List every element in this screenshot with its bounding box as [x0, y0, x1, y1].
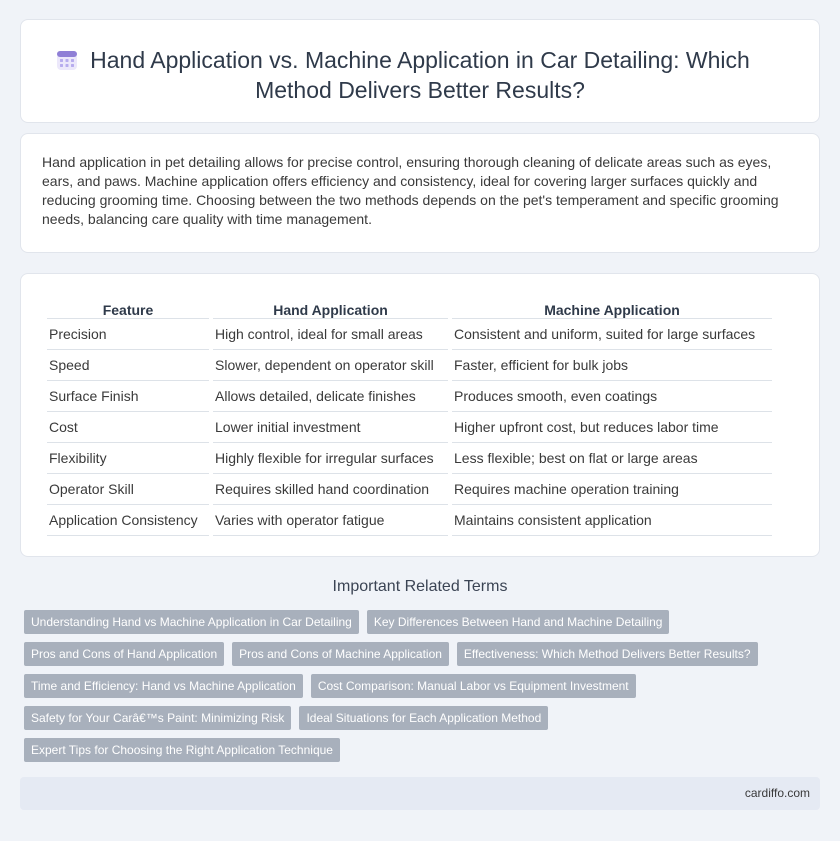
table-row: [47, 474, 772, 505]
related-term-tag[interactable]: Pros and Cons of Machine Application: [232, 642, 449, 666]
related-terms-row: [24, 642, 804, 666]
table-header-row: [47, 297, 772, 319]
column-header: Hand Application: [213, 297, 448, 319]
table-cell: Surface Finish: [47, 381, 209, 412]
page-title-line-1: Hand Application vs. Machine Application in Car Detailing: Which: [90, 47, 750, 73]
title-card: [20, 19, 820, 123]
table-cell: Highly flexible for irregular surfaces: [213, 443, 448, 474]
table-cell: Speed: [47, 350, 209, 381]
table-cell: Maintains consistent application: [452, 505, 772, 536]
table-cell: Higher upfront cost, but reduces labor time: [452, 412, 772, 443]
column-header: Feature: [47, 297, 209, 319]
related-terms-row: [24, 610, 804, 634]
table-cell: Requires skilled hand coordination: [213, 474, 448, 505]
related-term-tag[interactable]: Cost Comparison: Manual Labor vs Equipment Investment: [311, 674, 636, 698]
table-cell: Precision: [47, 319, 209, 350]
related-terms-list: [24, 610, 804, 770]
footer: [20, 777, 820, 810]
related-terms-row: [24, 674, 804, 698]
table-cell: Requires machine operation training: [452, 474, 772, 505]
page-title: [21, 45, 819, 105]
related-term-tag[interactable]: Understanding Hand vs Machine Application in Car Detailing: [24, 610, 359, 634]
related-term-tag[interactable]: Key Differences Between Hand and Machine Detailing: [367, 610, 670, 634]
column-header: Machine Application: [452, 297, 772, 319]
related-term-tag[interactable]: Ideal Situations for Each Application Method: [299, 706, 548, 730]
page-title-line-2: Method Delivers Better Results?: [255, 77, 585, 103]
table-row: [47, 412, 772, 443]
table-cell: Faster, efficient for bulk jobs: [452, 350, 772, 381]
table-cell: Cost: [47, 412, 209, 443]
table-cell: Produces smooth, even coatings: [452, 381, 772, 412]
intro-card: [20, 133, 820, 253]
table-cell: Application Consistency: [47, 505, 209, 536]
related-term-tag[interactable]: Time and Efficiency: Hand vs Machine Application: [24, 674, 303, 698]
footer-site: cardiffo.com: [744, 786, 810, 800]
related-terms-heading: Important Related Terms: [332, 578, 508, 595]
table-cell: Lower initial investment: [213, 412, 448, 443]
table-cell: Allows detailed, delicate finishes: [213, 381, 448, 412]
table-cell: Slower, dependent on operator skill: [213, 350, 448, 381]
comparison-card: [20, 273, 820, 557]
table-cell: Flexibility: [47, 443, 209, 474]
table-cell: Less flexible; best on flat or large areas: [452, 443, 772, 474]
comparison-table: [43, 297, 776, 536]
related-terms-row: [24, 706, 804, 730]
related-term-tag[interactable]: Safety for Your Carâ€™s Paint: Minimizing Risk: [24, 706, 291, 730]
intro-paragraph: Hand application in pet detailing allows for precise control, ensuring thorough cleaning of delicate areas such as eyes, ears, and paws. Machine application offers efficiency and consistency, ideal for covering larger surfaces quickly and reducing grooming time. Choosing between the two methods depends on the pet's temperament and specific grooming needs, balancing care quality with time management.: [42, 154, 779, 227]
table-row: [47, 443, 772, 474]
table-row: [47, 505, 772, 536]
related-terms-row: [24, 738, 804, 762]
table-row: [47, 319, 772, 350]
related-term-tag[interactable]: Expert Tips for Choosing the Right Application Technique: [24, 738, 340, 762]
table-cell: Varies with operator fatigue: [213, 505, 448, 536]
related-term-tag[interactable]: Effectiveness: Which Method Delivers Better Results?: [457, 642, 758, 666]
table-cell: Consistent and uniform, suited for large surfaces: [452, 319, 772, 350]
table-cell: Operator Skill: [47, 474, 209, 505]
table-cell: High control, ideal for small areas: [213, 319, 448, 350]
related-term-tag[interactable]: Pros and Cons of Hand Application: [24, 642, 224, 666]
table-row: [47, 350, 772, 381]
table-row: [47, 381, 772, 412]
